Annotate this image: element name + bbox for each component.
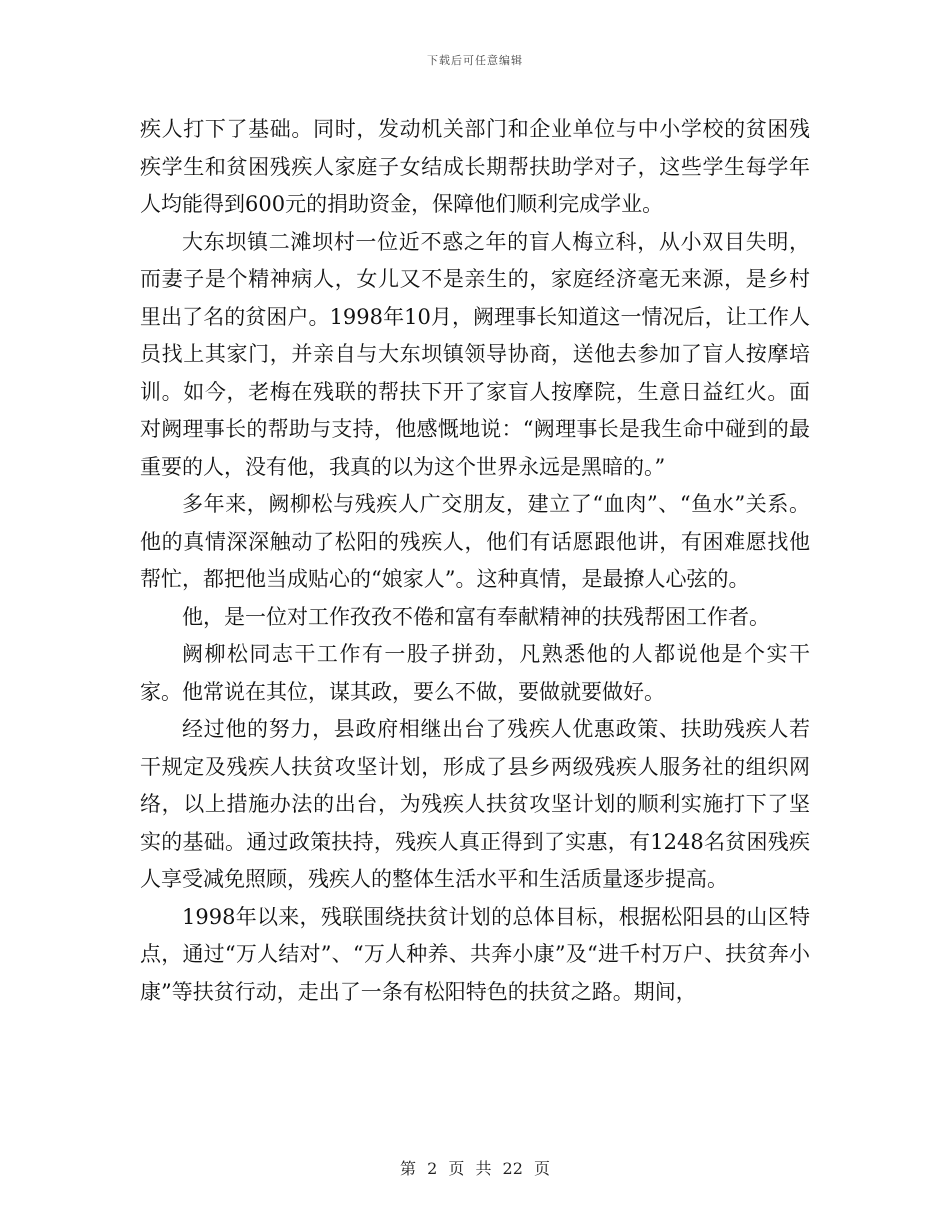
paragraph: 疾人打下了基础。同时，发动机关部门和企业单位与中小学校的贫困残疾学生和贫困残疾人家庭子女结成长期帮扶助学对子，这些学生每学年人均能得到600元的捐助资金，保障他们顺利完成学业。 [140, 117, 810, 216]
paragraph: 他，是一位对工作孜孜不倦和富有奉献精神的扶残帮困工作者。 [182, 604, 770, 629]
paragraph: 1998年以来，残联围绕扶贫计划的总体目标，根据松阳县的山区特点，通过“万人结对”、“万人种养、共奔小康”及“进千村万户、扶贫奔小康”等扶贫行动，走出了一条有松阳特色的扶贫之路。期间， [140, 904, 810, 1004]
paragraph: 阙柳松同志干工作有一股子拼劲，凡熟悉他的人都说他是个实干家。他常说在其位，谋其政，要么不做，要做就要做好。 [140, 642, 810, 704]
paragraph: 经过他的努力，县政府相继出台了残疾人优惠政策、扶助残疾人若干规定及残疾人扶贫攻坚计划，形成了县乡两级残疾人服务社的组织网络，以上措施办法的出台，为残疾人扶贫攻坚计划的顺利实施打下了坚实的基础。通过政策扶持，残疾人真正得到了实惠，有1248名贫困残疾人享受减免照顾，残疾人的整体生活水平和生活质量逐步提高。 [140, 717, 810, 891]
paragraph: 多年来，阙柳松与残疾人广交朋友，建立了“血肉”、“鱼水”关系。他的真情深深触动了松阳的残疾人，他们有话愿跟他讲，有困难愿找他帮忙，都把他当成贴心的“娘家人”。这种真情，是最撩人心弦的。 [140, 492, 810, 591]
page-footer: 第 2 页 共 22 页 [400, 1159, 550, 1178]
paragraph: 大东坝镇二滩坝村一位近不惑之年的盲人梅立科，从小双目失明，而妻子是个精神病人，女儿又不是亲生的，家庭经济毫无来源，是乡村里出了名的贫困户。1998年10月，阙理事长知道这一情况后，让工作人员找上其家门，并亲自与大东坝镇领导协商，送他去参加了盲人按摩培训。如今，老梅在残联的帮扶下开了家盲人按摩院，生意日益红火。面对阙理事长的帮助与支持，他感慨地说：“阙理事长是我生命中碰到的最重要的人，没有他，我真的以为这个世界永远是黑暗的。” [140, 229, 810, 479]
document-body [140, 111, 810, 1011]
page-header: 下载后可任意编辑 [427, 54, 523, 67]
